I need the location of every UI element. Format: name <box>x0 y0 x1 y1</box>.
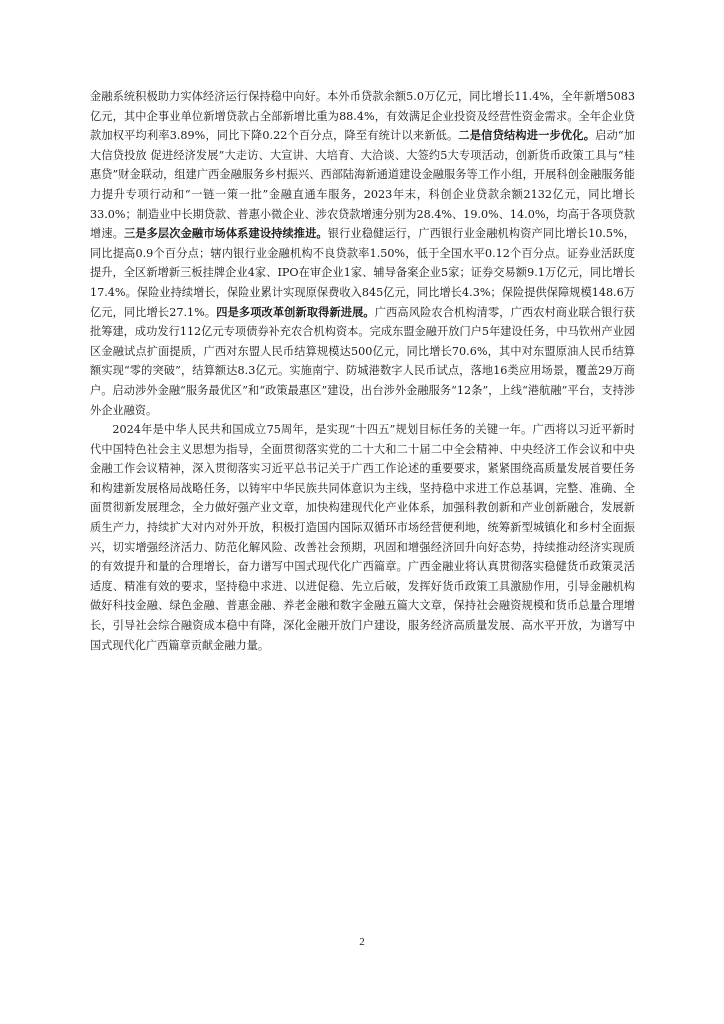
paragraph-text: 启动“加大信贷投放 促进经济发展”大走访、大宣讲、大培育、大洽谈、大签约5大专项活动，创新货币政策工具与“桂惠贷”财金联动，组建广西金融服务乡村振兴、西部陆海新通道建设金融服务等工作小组，开展科创金融服务能力提升专项行动和“一链一策一批”金融直通车服务，2023年末，科创企业贷款余额2132亿元，同比增长33.0%；制造业中长期贷款、普惠小微企业、涉农贷款增速分别为28.4%、19.0%、14.0%，均高于各项贷款增速。 <box>90 129 635 241</box>
paragraph-text: 金融系统积极助力实体经济运行保持稳中向好。本外币贷款余额5.0万亿元，同比增长11.4%，全年新增5083亿元，其中企事业单位新增贷款占全部新增比重为88.4%，有效满足企业投资及经营性资金需求。全年企业贷款加权平均利率3.89%，同比下降0.22个百分点，降至有统计以来新低。 <box>90 90 635 143</box>
section-heading-multilevel-market: 三是多层次金融市场体系建设持续推进。 <box>123 226 328 241</box>
section-heading-credit-structure: 二是信贷结构进一步优化。 <box>458 128 596 143</box>
paragraph-text: 广西高风险农合机构清零，广西农村商业联合银行获批筹建，成功发行112亿元专项债券补充农合机构资本。完成东盟金融开放门户5年建设任务，中马钦州产业园区金融试点扩面提质，广西对东盟人民币结算规模达500亿元，同比增长70.6%，其中对东盟原油人民币结算额实现“零的突破”，结算额达8.3亿元。实施南宁、防城港数字人民币试点，落地16类应用场景，覆盖29万商户。启动涉外金融“服务最优区”和“政策最惠区”建设，出台涉外金融服务“12条”，上线“港航融”平台，支持涉外企业融资。 <box>90 305 635 417</box>
paragraph-2024-outlook: 2024年是中华人民共和国成立75周年，是实现“十四五”规划目标任务的关键一年。广西将以习近平新时代中国特色社会主义思想为指导，全面贯彻落实党的二十大和二十届二中全会精神、中央经济工作会议和中央金融工作会议精神，深入贯彻落实习近平总书记关于广西工作论述的重要要求，紧紧围绕高质量发展首要任务和构建新发展格局战略任务，以铸牢中华民族共同体意识为主线，坚持稳中求进工作总基调，完整、准确、全面贯彻新发展理念，全力做好强产业文章，加快构建现代化产业体系，加强科教创新和产业创新融合，发展新质生产力，持续扩大对内对外开放，积极打造国内国际双循环市场经营便利地，统筹新型城镇化和乡村全面振兴，切实增强经济活力、防范化解风险、改善社会预期，巩固和增强经济回升向好态势，持续推动经济实现质的有效提升和量的合理增长，奋力谱写中国式现代化广西篇章。广西金融业将认真贯彻落实稳健货币政策灵活适度、精准有效的要求，坚持稳中求进、以进促稳、先立后破，发挥好货币政策工具激励作用，引导金融机构做好科技金融、绿色金融、普惠金融、养老金融和数字金融五篇大文章，保持社会融资规模和货币总量合理增长，引导社会综合融资成本稳中有降，深化金融开放门户建设，服务经济高质量发展、高水平开放，为谱写中国式现代化广西篇章贡献金融力量。 <box>90 423 635 652</box>
section-heading-reform-innovation: 四是多项改革创新取得新进展。 <box>216 304 375 319</box>
page-number: 2 <box>359 936 365 948</box>
body-text <box>90 87 635 655</box>
paragraph-financial-summary <box>90 87 635 420</box>
paragraph-text: 银行业稳健运行，广西银行业金融机构资产同比增长10.5%，同比提高0.9个百分点；辖内银行业金融机构不良贷款率1.50%，低于全国水平0.12个百分点。证券业活跃度提升，全区新增新三板挂牌企业4家、IPO在审企业1家、辅导备案企业5家；证券交易额9.1万亿元，同比增长17.4%。保险业持续增长，保险业累计实现原保费收入845亿元，同比增长4.3%；保险提供保障规模148.6万亿元，同比增长27.1%。 <box>90 227 635 319</box>
